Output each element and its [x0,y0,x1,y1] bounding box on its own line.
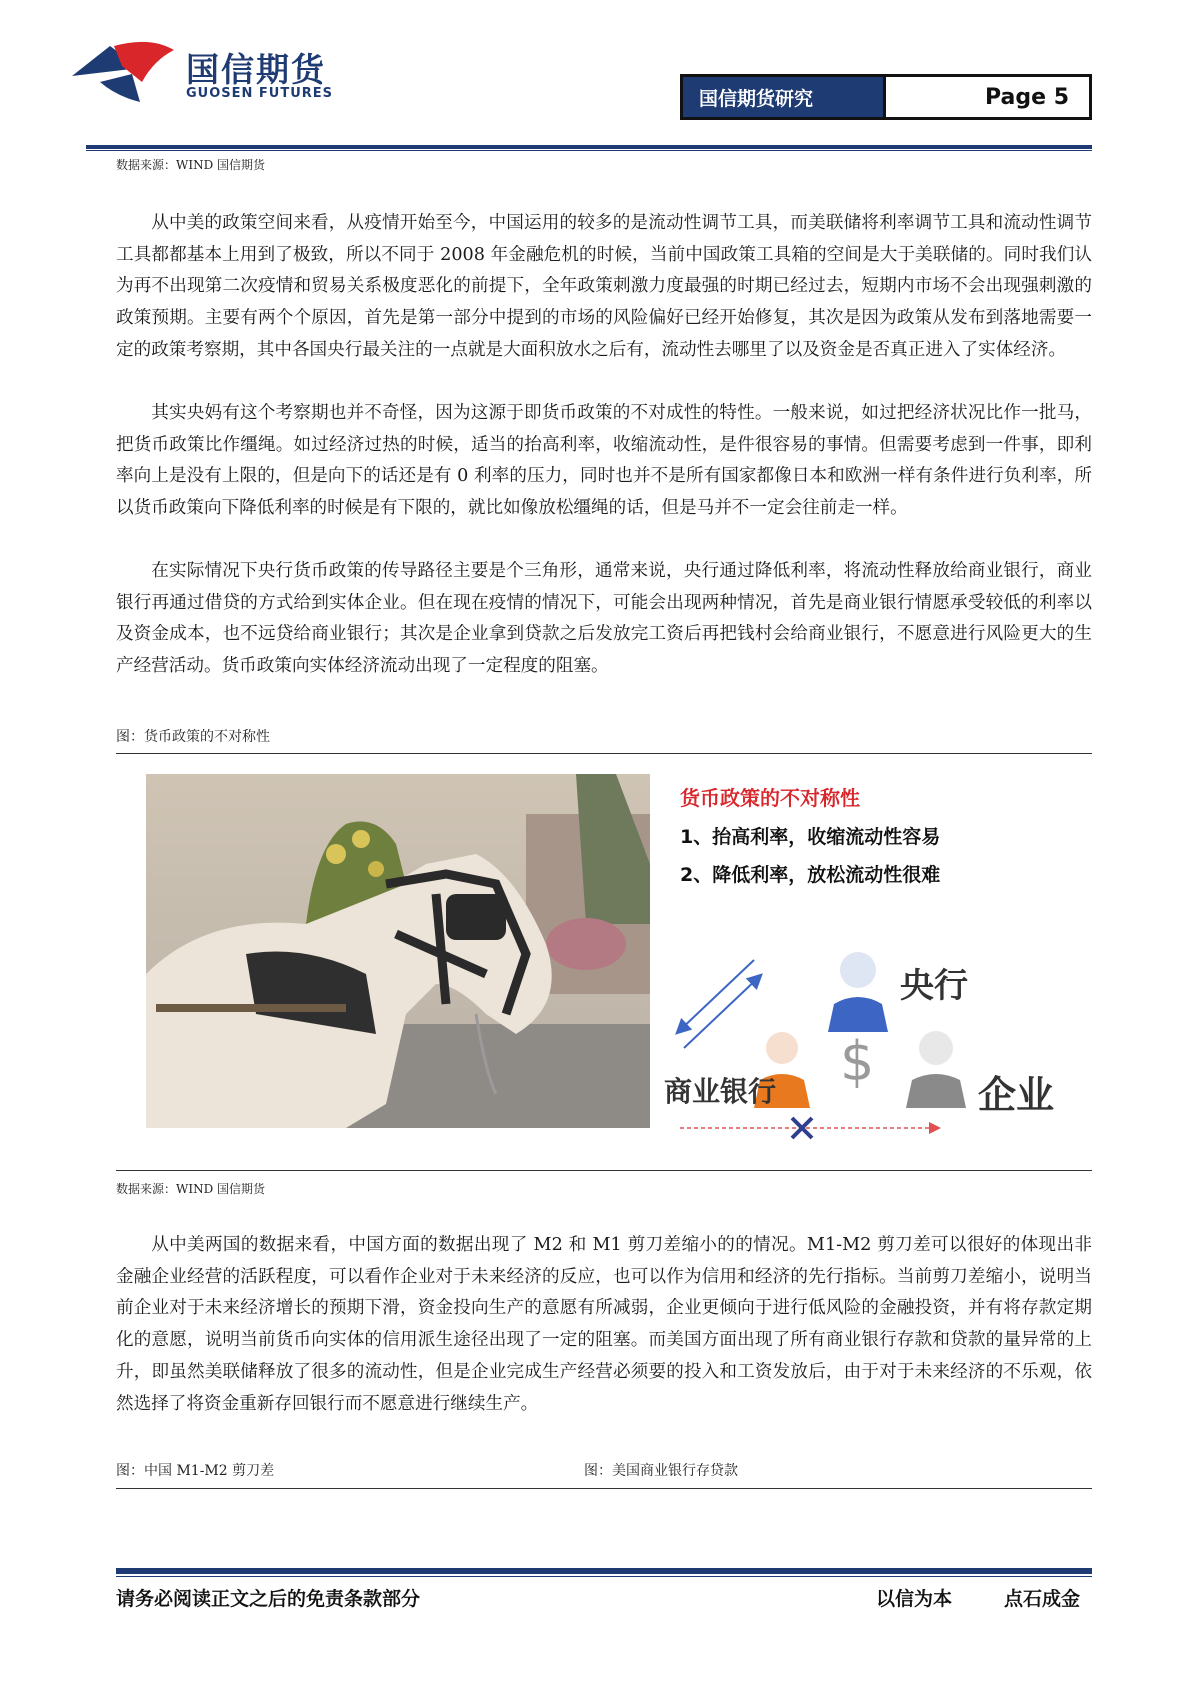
footer-motto-2: 点石成金 [1004,1588,1081,1610]
footer-rule [116,1568,1092,1574]
figure-point-2: 2、降低利率，放松流动性很难 [680,864,941,886]
data-source-top: 数据来源：WIND 国信期货 [116,158,266,172]
data-source-figure: 数据来源：WIND 国信期货 [116,1182,266,1196]
enterprise-person-icon [906,1031,966,1108]
header-rule [86,145,1092,149]
central-bank-person-icon [828,952,888,1032]
arrow-up [684,976,760,1048]
paragraph-policy-space: 从中美的政策空间来看，从疫情开始至今，中国运用的较多的是流动性调节工具，而美联储将利率调节工具和流动性调节工具都都基本上用到了极致，所以不同于 2008 年金融危机的时候，当前中国政策工具箱的空间是大于美联储的。同时我们认为再不出现第二次疫情和贸易关系极度恶化的前提下，全年政策刺激力度最强的时期已经过去，短期内市场不会出现强刺激的政策预期。主要有两个个原因，首先是第一部分中提到的市场的风险偏好已经开始修复，其次是因为政策从发布到落地需要一定的政策考察期，其中各国央行最关注的一点就是大面积放水之后有，流动性去哪里了以及资金是否真正进入了实体经济。 [116,213,1092,360]
label-enterprise: 企业 [978,1073,1055,1117]
footer-motto-1: 以信为本 [876,1588,953,1610]
header-rule-thin [86,150,1092,151]
footer-disclaimer-note: 请务必阅读正文之后的免责条款部分 [116,1588,421,1610]
brand-name-cn: 国信期货 [186,50,326,89]
paragraph-transmission: 在实际情况下央行货币政策的传导路径主要是个三角形，通常来说，央行通过降低利率，将流动性释放给商业银行，商业银行再通过借贷的方式给到实体企业。但在现在疫情的情况下，可能会出现两种情况，首先是商业银行情愿承受较低的利率以及资金成本，也不远贷给商业银行；其次是企业拿到贷款之后发放完工资后再把钱村会给商业银行，不愿意进行风险更大的生产经营活动。货币政策向实体经济流动出现了一定程度的阻塞。 [116,561,1092,677]
paragraph-m1-m2: 从中美两国的数据来看，中国方面的数据出现了 M2 和 M1 剪刀差缩小的的情况。M1-M2 剪刀差可以很好的体现出非金融企业经营的活跃程度，可以看作企业对于未来经济的反应，也可以作为信用和经济的先行指标。当前剪刀差缩小，说明当前企业对于未来经济增长的预期下滑，资金投向生产的意愿有所减弱，企业更倾向于进行低风险的金融投资，并有将存款定期化的意愿，说明当前货币向实体的信用派生途径出现了一定的阻塞。而美国方面出现了所有商业银行存款和贷款的量异常的上升，即虽然美联储释放了很多的流动性，但是企业完成生产经营必须要的投入和工资发放后，由于对于未来经济的不乐观，依然选择了将资金重新存回银行而不愿意进行继续生产。 [116,1235,1092,1414]
transmission-diagram [660,920,1080,1160]
figure-caption-m1-m2: 图：中国 M1-M2 剪刀差 [116,1463,275,1479]
footer-rule-thin [116,1576,1092,1577]
horse-harness-photo [146,774,650,1128]
header-box [680,74,1092,120]
figure-title: 货币政策的不对称性 [680,786,860,810]
research-label: 国信期货研究 [683,77,886,117]
label-central-bank: 央行 [900,966,968,1006]
arrow-down [678,960,754,1032]
figure-caption-us-banks: 图：美国商业银行存贷款 [584,1463,738,1479]
figure-point-1: 1、抬高利率，收缩流动性容易 [680,826,941,848]
figure-caption-asymmetry: 图：货币政策的不对称性 [116,729,270,745]
brand-name-en: GUOSEN FUTURES [186,86,334,101]
paragraph-asymmetry: 其实央妈有这个考察期也并不奇怪，因为这源于即货币政策的不对成性的特性。一般来说，如过把经济状况比作一批马，把货币政策比作缰绳。如过经济过热的时候，适当的抬高利率，收缩流动性，是件很容易的事情。但需要考虑到一件事，即利率向上是没有上限的，但是向下的话还是有 0 利率的压力，同时也并不是所有国家都像日本和欧洲一样有条件进行负利率，所以货币政策向下降低利率的时候是有下限的，就比如像放松缰绳的话，但是马并不一定会往前走一样。 [116,403,1092,519]
figure-top-rule [116,753,1092,754]
figure-bottom-rule [116,1170,1092,1171]
label-commercial-bank: 商业银行 [664,1075,777,1108]
guosen-logo-icon [70,38,180,108]
captions-rule [116,1488,1092,1489]
dollar-icon: $ [840,1030,875,1093]
page-number: Page 5 [984,84,1069,110]
